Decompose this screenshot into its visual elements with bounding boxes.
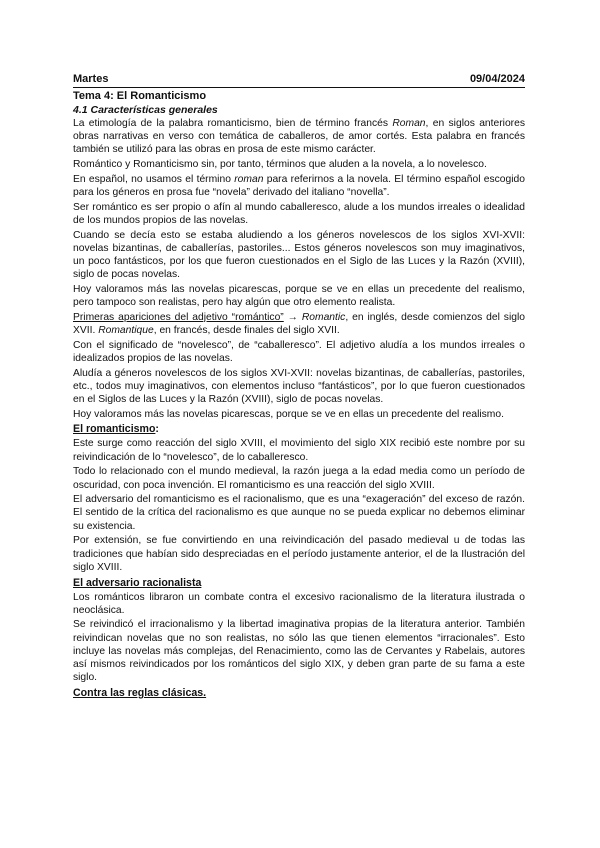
- section-heading-adversario: El adversario racionalista: [73, 576, 202, 589]
- paragraph-romantico: Romántico y Romanticismo sin, por tanto, términos que aluden a la novela, a lo novelesco.: [73, 159, 487, 171]
- paragraph-adversario: El adversario del romanticismo es el racionalismo, que es una “exageración” del exceso de razón. El sentido de la crítica del racionalismo es que aunque no se pueda explicar no debemos eliminar su existencia.: [73, 494, 525, 532]
- paragraph-primeras-apariciones: Primeras apariciones del adjetivo “romántico” → Romantic, en inglés, desde comienzos del siglo XVII. Romantique, en francés, desde finales del siglo XVII.: [73, 311, 525, 337]
- paragraph-combate: Los románticos libraron un combate contra el excesivo racionalismo de la literatura ilustrada o neoclásica.: [73, 591, 525, 616]
- paragraph-mundo-medieval: Todo lo relacionado con el mundo medieval, la razón juega a la edad media como un período de oscuridad, con poca invención. El romanticismo es una reacción del siglo XVIII.: [73, 466, 525, 491]
- paragraph-ser-romantico: Ser romántico es ser propio o afín al mundo caballeresco, alude a los mundos irreales o idealidad de los mundos propios de las novelas.: [73, 201, 525, 226]
- document-page: [73, 72, 525, 701]
- section-heading-romanticismo: El romanticismo:: [73, 423, 159, 436]
- paragraph-etimologia: La etimología de la palabra romanticismo, bien de término francés Roman, en siglos anteriores obras narrativas en verso con temática de caballeros, de amor cortés. Esta palabra en francés también se utilizó para las obras en prosa de este mismo carácter.: [73, 118, 525, 156]
- header-date: 09/04/2024: [469, 73, 525, 85]
- paragraph-espanol: En español, no usamos el término roman para referirnos a la novela. El término español escogido para los géneros en prosa fue “novela” derivado del italiano “novella”.: [73, 173, 526, 199]
- paragraph-significado: Con el significado de “novelesco”, de “caballeresco”. El adjetivo aludía a los mundos irreales o idealizados propios de las novelas.: [73, 339, 525, 364]
- section-subtitle: 4.1 Características generales: [73, 104, 218, 116]
- section-heading-reglas: Contra las reglas clásicas.: [73, 686, 207, 699]
- paragraph-aludia: Aludía a géneros novelescos de los siglos XVI-XVII: novelas bizantinas, de caballerías, pastoriles, etc., todos muy imaginativos, con elementos incluso “fantásticos”, por lo que fueron cuestionados en el Siglos de las Luces y la Razón (XVIII), siglo de pocas novelas.: [73, 367, 525, 406]
- paragraph-hoy-valoramos: Hoy valoramos más las novelas picarescas, porque se ve en ellas un precedente del realismo.: [73, 408, 504, 420]
- paragraph-reaccion: Este surge como reacción del siglo XVIII, el movimiento del siglo XIX recibió este nombre por su reivindicación de lo “novelesco”, de lo caballeresco.: [73, 438, 525, 463]
- paragraph-irracionalismo: Se reivindicó el irracionalismo y la libertad imaginativa propias de la literatura anterior. También reivindican novelas que no son realistas, no sólo las que tienen elementos “irracionales”. Esto incluye las novelas más complejas, del Renacimiento, como las de Cervantes y Rabelais, autores así mismos reivindicados por los románticos del siglo XIX, y deben gran parte de su fama a este siglo.: [73, 619, 525, 684]
- paragraph-picarescas: Hoy valoramos más las novelas picarescas, porque se ve en ellas un precedente del realismo, pero tampoco son realistas, pero hay algún que otro elemento realista.: [73, 283, 525, 309]
- page-title: Tema 4: El Romanticismo: [73, 90, 207, 102]
- page-header: [73, 72, 525, 86]
- paragraph-extension: Por extensión, se fue convirtiendo en una reivindicación del pasado medieval u de todas las tradiciones que habían sido despreciadas en el período justamente anterior, el de la Ilustración del siglo XVIII.: [73, 535, 525, 573]
- paragraph-generos: Cuando se decía esto se estaba aludiendo a los géneros novelescos de los siglos XVI-XVII: novelas bizantinas, de caballerías, pastoriles... Estos géneros novelescos son muy imaginativos, un poco fantásticos, por los que fueron cuestionados en el Siglo de las Luces y la Razón (XVIII), siglo de pocas novelas.: [73, 229, 525, 281]
- header-day: Martes: [73, 73, 109, 85]
- header-rule: [73, 87, 525, 88]
